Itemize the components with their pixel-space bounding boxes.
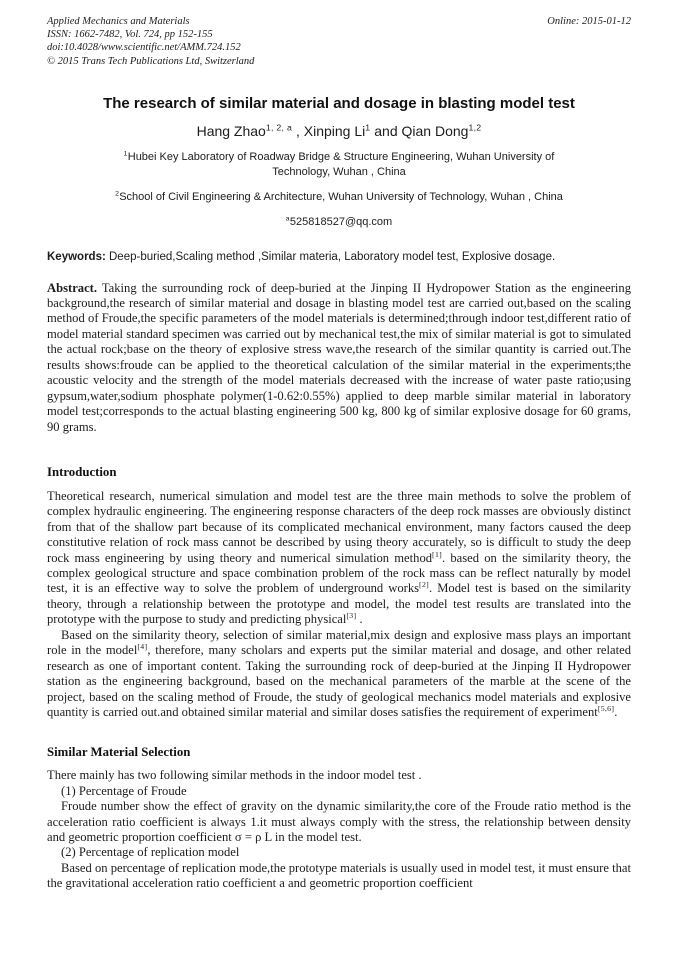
- similar-paragraph-intro: There mainly has two following similar methods in the indoor model test .: [47, 768, 422, 783]
- paper-title: The research of similar material and dosage in blasting model test: [103, 94, 575, 112]
- journal-name: Applied Mechanics and Materials: [47, 16, 190, 27]
- keywords-line: Keywords: Deep-buried,Scaling method ,Similar materia, Laboratory model test, Explosive dosage.: [47, 251, 556, 264]
- author-email: $^a$525818527@qq.com: [285, 215, 393, 228]
- journal-doi: doi:10.4028/www.scientific.net/AMM.724.152: [47, 42, 241, 54]
- section-heading-similar-material-selection: Similar Material Selection: [47, 744, 191, 759]
- authors-line: Hang Zhao$^{1, 2, a}$ , Xinping Li$^1$ and Qian Dong$^{1,2}$: [196, 121, 482, 139]
- section-heading-introduction: Introduction: [47, 465, 117, 480]
- similar-item-1-label: (1) Percentage of Froude: [61, 783, 187, 798]
- journal-header: [47, 15, 631, 68]
- affiliation-2: $^2$School of Civil Engineering & Architecture, Wuhan University of Technology, Wuhan , China: [115, 190, 563, 203]
- online-date: Online: 2015-01-12: [547, 16, 631, 27]
- similar-item-1-text: Froude number show the effect of gravity on the dynamic similarity,the core of the Froude ratio method is the acceleration ratio coefficient is always 1.it must always comply with the stress, the relationship between density and geometric proportion coefficient σ = ρ L in the model test.: [47, 799, 631, 844]
- journal-copyright: © 2015 Trans Tech Publications Ltd, Switzerland: [47, 55, 255, 67]
- abstract-paragraph: Abstract. Taking the surrounding rock of deep-buried at the Jinping II Hydropower Station as the engineering background,the research of similar material and dosage in blasting model test are carried out,based on the scaling method of Froude,the specific parameters of the model materials is determined;through indoor test,different ratio of model material standard specimen was carried out by mechanical test,the mix of similar material is got to simulated the actual rock;base on the theory of explosive stress wave,the research of the similar quantity is carried out.The results shows:froude can be applied to the theoretical calculation of the similar material in the experiments;the acoustic velocity and the strength of the model materials decreased with the increase of water paste ratio;using gypsum,water,sodium phosphate polymer(1-0.62:0.55%) applied to deep marble similar material in laboratory model test;corresponds to the actual blasting engineering 500 kg, 800 kg of similar explosive dosage for 60 grams, 90 grams.: [47, 280, 631, 434]
- introduction-paragraph-1: Theoretical research, numerical simulation and model test are the three main methods to solve the problem of complex hydraulic engineering. The engineering response characters of the deep rock masses are obviously distinct from that of the shallow part because of its complicated mechanical environment, many factors caused the deep constitutive relation of rock mass cannot be described by using theory accurately, so is difficult to study the deep rock mass engineering by using theory and numerical simulation method[1]. based on the similarity theory, the complex geological structure and space combination problem of the rock mass can be reflect naturally by model test, it is an effective way to solve the problem of underground works[2]. Model test is based on the similarity theory, through a relationship between the prototype and model, the model test results are translated into the prototype with the purpose to study and predicting physical[3] .: [47, 488, 632, 627]
- introduction-paragraph-2: Based on the similarity theory, selection of similar material,mix design and explosive mass plays an important role in the model[4], therefore, many scholars and experts put the similar material and dosage, and other related research as one of important content. Taking the surrounding rock of deep-buried at the Jinping II Hydropower station as the engineering background, based on the mechanical parameters of the marble at the scene of the project, based on the scaling method of Froude, the study of geological mechanics model materials and explosive quantity is carried out.and obtained similar material and similar doses satisfies the requirement of experiment[5,6].: [47, 627, 631, 720]
- affiliation-1: $^1$Hubei Key Laboratory of Roadway Bridge & Structure Engineering, Wuhan University of Technology, Wuhan , China: [123, 150, 555, 179]
- journal-issn-volume: ISSN: 1662-7482, Vol. 724, pp 152-155: [47, 29, 213, 41]
- journal-header-left: [47, 15, 254, 68]
- similar-item-2-text: Based on percentage of replication mode,the prototype materials is usually used in model test, it must ensure that the gravitational acceleration ratio coefficient a and geometric proportion coefficient: [47, 860, 631, 891]
- similar-item-2-label: (2) Percentage of replication model: [61, 845, 240, 860]
